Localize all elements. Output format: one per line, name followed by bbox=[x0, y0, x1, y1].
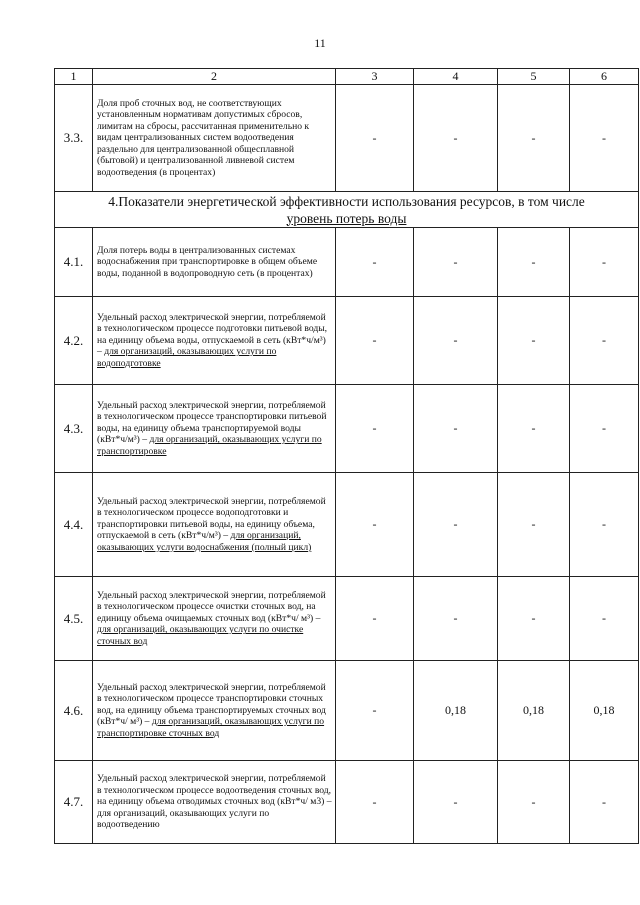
table-row bbox=[55, 297, 639, 385]
section-title-line2: уровень потерь воды bbox=[286, 210, 407, 226]
table-row bbox=[55, 473, 639, 577]
value-cell: - bbox=[570, 85, 639, 192]
row-description bbox=[93, 385, 336, 473]
header-cell: 4 bbox=[414, 69, 498, 85]
value-cell: - bbox=[414, 297, 498, 385]
row-text: Доля потерь воды в централизованных системах водоснабжения при транспортировке в общем объеме воды, поданной в водопроводную сеть (в процентах) bbox=[97, 244, 318, 279]
section-title-row bbox=[55, 192, 639, 228]
row-text: Удельный расход электрической энергии, потребляемой в технологическом процессе водоотведения сточных вод, на единицу объема отводимых сточных вод (кВт*ч/ м3) – для организаций, оказывающих услуги по водоотведению bbox=[97, 773, 332, 831]
header-cell: 5 bbox=[498, 69, 570, 85]
row-text: Удельный расход электрической энергии, потребляемой в технологическом процессе очистки сточных вод, на единицу объема очищаемых сточных вод (кВт*ч/ м³) – bbox=[97, 589, 326, 624]
row-number: 4.2. bbox=[55, 297, 93, 385]
value-cell: - bbox=[336, 297, 414, 385]
value-cell: - bbox=[498, 297, 570, 385]
table-row bbox=[55, 577, 639, 661]
row-description bbox=[93, 761, 336, 844]
row-text: Удельный расход электрической энергии, потребляемой в технологическом процессе подготовки питьевой воды, на единицу объема воды, отпускаемой в сеть (кВт*ч/м³) – bbox=[97, 311, 328, 358]
value-cell: - bbox=[336, 85, 414, 192]
value-cell: 0,18 bbox=[570, 661, 639, 761]
row-text-underlined: для организаций, оказывающих услуги по транспортировке сточных вод bbox=[97, 716, 325, 739]
value-cell: - bbox=[336, 761, 414, 844]
value-cell: - bbox=[498, 385, 570, 473]
value-cell: - bbox=[498, 228, 570, 297]
row-text: Удельный расход электрической энергии, потребляемой в технологическом процессе транспортировки сточных вод, на единицу объема транспортируемых сточных вод (кВт*ч/ м³) – bbox=[97, 681, 326, 728]
table-row bbox=[55, 228, 639, 297]
row-number: 4.6. bbox=[55, 661, 93, 761]
row-text-underlined: для организаций, оказывающих услуги по водоподготовке bbox=[97, 346, 277, 369]
value-cell: - bbox=[570, 228, 639, 297]
value-cell: - bbox=[336, 661, 414, 761]
table-row bbox=[55, 661, 639, 761]
row-number: 4.4. bbox=[55, 473, 93, 577]
row-text-underlined: для организаций, оказывающих услуги по транспортировке bbox=[97, 434, 322, 457]
section-title bbox=[55, 192, 639, 228]
value-cell: - bbox=[570, 577, 639, 661]
value-cell: - bbox=[336, 577, 414, 661]
row-number: 3.3. bbox=[55, 85, 93, 192]
value-cell: - bbox=[414, 85, 498, 192]
header-cell: 2 bbox=[93, 69, 336, 85]
table-header-row bbox=[55, 69, 639, 85]
value-cell: - bbox=[414, 577, 498, 661]
row-text: Удельный расход электрической энергии, потребляемой в технологическом процессе водоподготовки и транспортировки питьевой воды, на единицу объема, отпускаемой в сеть (кВт*ч/м³) – bbox=[97, 495, 326, 542]
value-cell: 0,18 bbox=[498, 661, 570, 761]
row-description bbox=[93, 85, 336, 192]
row-description bbox=[93, 297, 336, 385]
value-cell: - bbox=[336, 473, 414, 577]
row-number: 4.3. bbox=[55, 385, 93, 473]
value-cell: - bbox=[570, 297, 639, 385]
value-cell: - bbox=[498, 473, 570, 577]
table-row bbox=[55, 85, 639, 192]
value-cell: - bbox=[498, 761, 570, 844]
row-description bbox=[93, 661, 336, 761]
header-cell: 1 bbox=[55, 69, 93, 85]
value-cell: - bbox=[570, 473, 639, 577]
value-cell: - bbox=[414, 228, 498, 297]
value-cell: - bbox=[498, 577, 570, 661]
row-text-underlined: для организаций, оказывающих услуги по очистке сточных вод bbox=[97, 624, 304, 647]
value-cell: - bbox=[414, 761, 498, 844]
section-title-line1: 4.Показатели энергетической эффективности использования ресурсов, в том числе bbox=[108, 193, 585, 209]
indicators-table bbox=[54, 68, 639, 844]
row-text: Доля проб сточных вод, не соответствующих установленным нормативам допустимых сбросов, лимитам на сбросы, рассчитанная применительно к видам централизованных систем водоотведения раздельно для централизованной общесплавной (бытовой) и централизованной ливневой систем водоотведения (в процентах) bbox=[97, 97, 310, 178]
row-description bbox=[93, 473, 336, 577]
row-number: 4.7. bbox=[55, 761, 93, 844]
row-number: 4.5. bbox=[55, 577, 93, 661]
value-cell: - bbox=[414, 385, 498, 473]
value-cell: - bbox=[336, 228, 414, 297]
row-text: Удельный расход электрической энергии, потребляемой в технологическом процессе транспортировки питьевой воды, на единицу объема транспортируемой воды (кВт*ч/м³) – bbox=[97, 399, 327, 446]
table-row bbox=[55, 761, 639, 844]
value-cell: - bbox=[498, 85, 570, 192]
page-number: 11 bbox=[314, 36, 326, 50]
header-cell: 3 bbox=[336, 69, 414, 85]
row-number: 4.1. bbox=[55, 228, 93, 297]
table-row bbox=[55, 385, 639, 473]
row-description bbox=[93, 577, 336, 661]
value-cell: - bbox=[570, 761, 639, 844]
header-cell: 6 bbox=[570, 69, 639, 85]
row-description bbox=[93, 228, 336, 297]
value-cell: 0,18 bbox=[414, 661, 498, 761]
value-cell: - bbox=[336, 385, 414, 473]
value-cell: - bbox=[570, 385, 639, 473]
row-text-underlined: для организаций, оказывающих услуги водоснабжения (полный цикл) bbox=[97, 530, 312, 553]
value-cell: - bbox=[414, 473, 498, 577]
